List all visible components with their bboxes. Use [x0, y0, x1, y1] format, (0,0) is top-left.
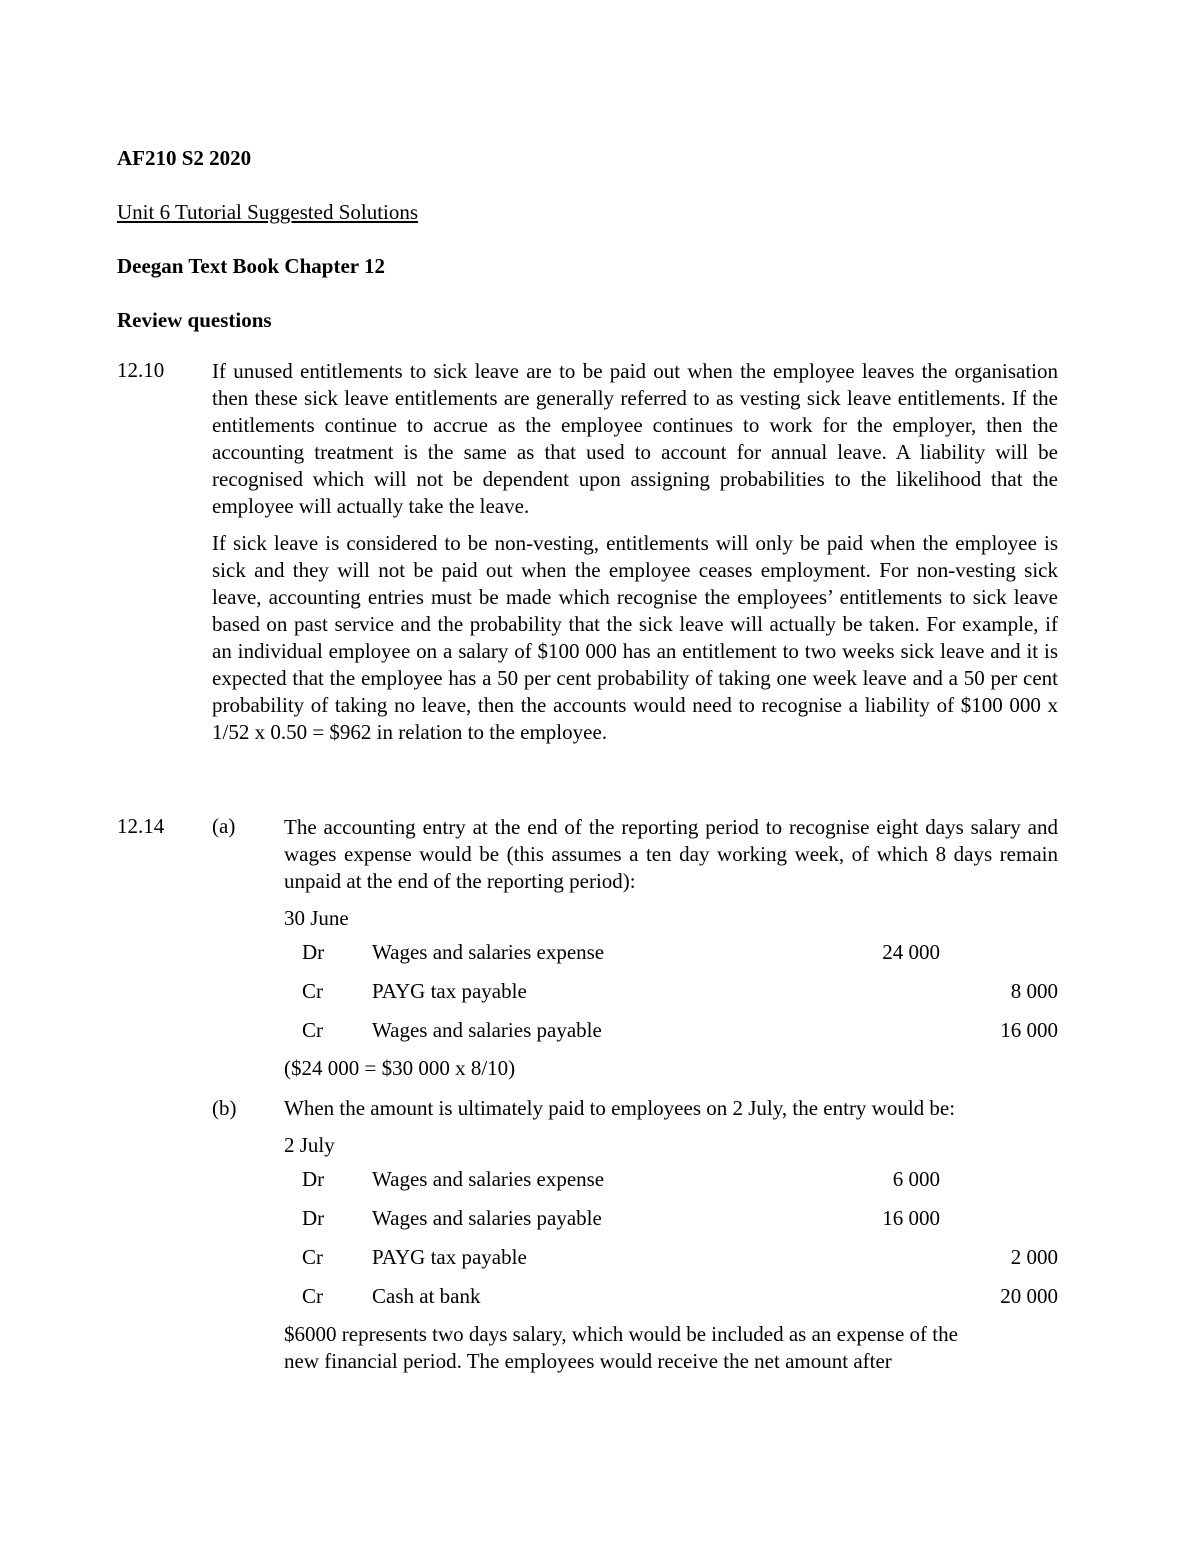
entry-debit: 16 000 — [882, 1206, 940, 1230]
part-a-text: The accounting entry at the end of the reporting period to recognise eight days salary and wages expense would be (this assumes a ten day working week, of which 8 days remain unpaid at the end of the reporting period): — [284, 815, 1058, 893]
entry-side: Cr — [302, 979, 323, 1003]
entry-credit: 16 000 — [1000, 1018, 1058, 1042]
q12-10-paragraph-2: If sick leave is considered to be non-vesting, entitlements will only be paid when the employee is sick and they will not be paid out when the employee ceases employment. For non-vesting sick leave, accounting entries must be made which recognise the employees’ entitlements to sick leave based on past service and the probability that the sick leave will actually be taken. For example, if an individual employee on a salary of $100 000 has an entitlement to two weeks sick leave and it is expected that the employee has a 50 per cent probability of taking one week leave and a 50 per cent probability of taking no leave, then the accounts would need to recognise a liability of $100 000 x 1/52 x 0.50 = $962 in relation to the employee. — [212, 531, 1058, 744]
section-heading: Review questions — [117, 308, 272, 332]
entry-account: PAYG tax payable — [372, 1245, 527, 1269]
part-b-note-line-1: $6000 represents two days salary, which would be included as an expense of the — [284, 1322, 958, 1346]
part-b-note-line-2: new financial period. The employees would receive the net amount after — [284, 1349, 892, 1373]
chapter-heading: Deegan Text Book Chapter 12 — [117, 254, 385, 278]
entry-account: Wages and salaries payable — [372, 1206, 602, 1230]
part-a-note: ($24 000 = $30 000 x 8/10) — [284, 1056, 516, 1080]
part-b-text: When the amount is ultimately paid to employees on 2 July, the entry would be: — [284, 1096, 956, 1120]
question-number-12-14: 12.14 — [117, 814, 165, 838]
part-a-date: 30 June — [284, 906, 349, 930]
entry-debit: 6 000 — [892, 1167, 940, 1191]
question-number-12-10: 12.10 — [117, 358, 165, 382]
entry-credit: 2 000 — [1010, 1245, 1058, 1269]
document-subtitle: Unit 6 Tutorial Suggested Solutions — [117, 200, 419, 224]
course-title: AF210 S2 2020 — [117, 146, 252, 170]
q12-10-paragraph-1: If unused entitlements to sick leave are to be paid out when the employee leaves the organisation then these sick leave entitlements are generally referred to as vesting sick leave entitlements. If the entitlements continue to accrue as the employee continues to work for the employer, then the accounting treatment is the same as that used to account for annual leave. A liability will be recognised which will not be dependent upon assigning probabilities to the likelihood that the employee will actually take the leave. — [212, 359, 1058, 518]
entry-account: Wages and salaries payable — [372, 1018, 602, 1042]
part-a-label: (a) — [212, 814, 236, 838]
entry-credit: 20 000 — [1000, 1284, 1058, 1308]
entry-account: PAYG tax payable — [372, 979, 527, 1003]
entry-side: Dr — [302, 1206, 325, 1230]
entry-side: Cr — [302, 1018, 323, 1042]
entry-debit: 24 000 — [882, 940, 940, 964]
entry-account: Wages and salaries expense — [372, 1167, 605, 1191]
entry-side: Cr — [302, 1245, 323, 1269]
entry-side: Cr — [302, 1284, 323, 1308]
entry-credit: 8 000 — [1010, 979, 1058, 1003]
entry-account: Cash at bank — [372, 1284, 481, 1308]
part-b-date: 2 July — [284, 1133, 335, 1157]
entry-side: Dr — [302, 1167, 325, 1191]
entry-side: Dr — [302, 940, 325, 964]
entry-account: Wages and salaries expense — [372, 940, 605, 964]
part-b-label: (b) — [212, 1096, 237, 1120]
